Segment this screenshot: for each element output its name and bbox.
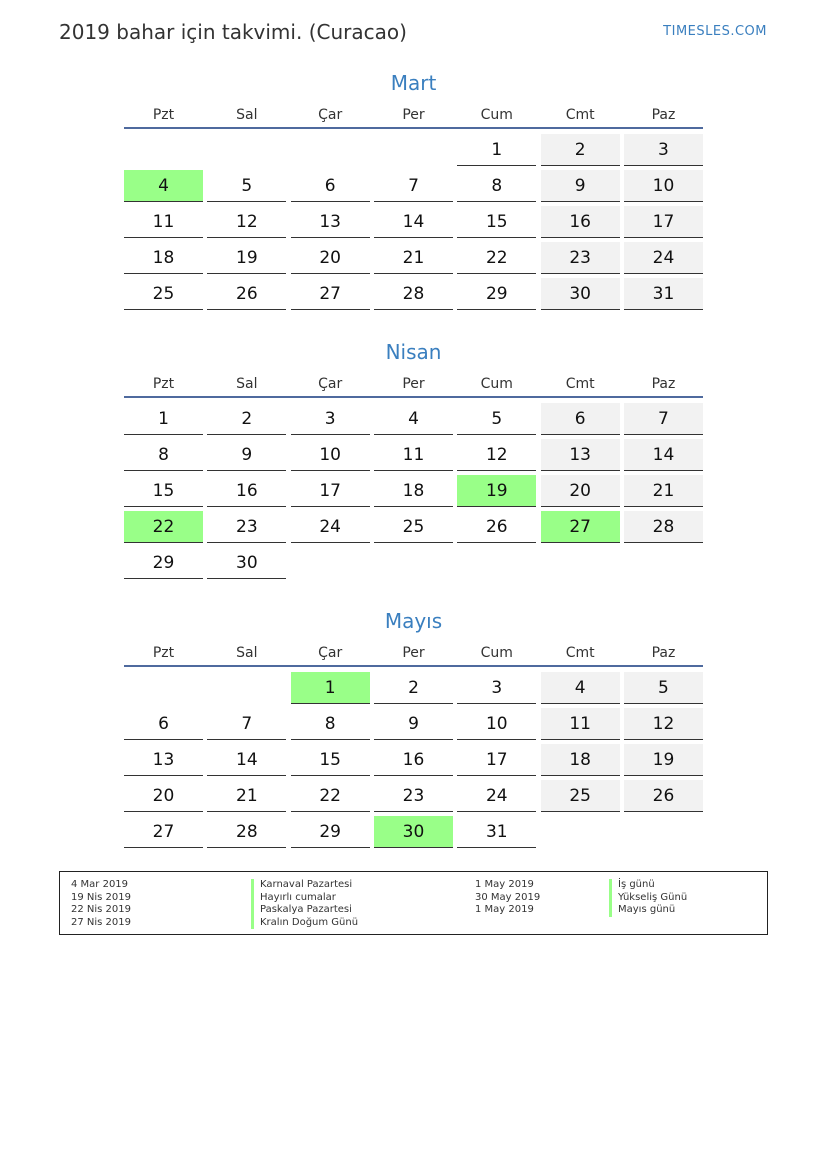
legend-holiday-name: Hayırlı cumalar xyxy=(251,892,358,905)
day-cell: 26 xyxy=(457,511,536,543)
week-row xyxy=(124,780,703,812)
day-cell: 18 xyxy=(124,242,203,274)
day-cell: 7 xyxy=(207,708,286,740)
day-cell: 21 xyxy=(207,780,286,812)
day-cell: 28 xyxy=(624,511,703,543)
day-cell: 6 xyxy=(291,170,370,202)
legend-date: 30 May 2019 xyxy=(475,891,541,903)
day-cell: 7 xyxy=(624,403,703,435)
day-cell: 16 xyxy=(541,206,620,238)
day-cell: 8 xyxy=(457,170,536,202)
day-cell: 4 xyxy=(541,672,620,704)
week-row xyxy=(124,744,703,776)
day-cell: 24 xyxy=(624,242,703,274)
day-cell: 20 xyxy=(124,780,203,812)
day-cell: 7 xyxy=(374,170,453,202)
day-cell xyxy=(624,816,703,848)
day-cell: 12 xyxy=(457,439,536,471)
day-cell: 16 xyxy=(207,475,286,507)
weekday-label: Cmt xyxy=(565,376,595,392)
day-cell: 20 xyxy=(291,242,370,274)
day-cell: 25 xyxy=(124,278,203,310)
week-row xyxy=(124,278,703,310)
legend-date: 27 Nis 2019 xyxy=(71,916,131,928)
day-cell: 8 xyxy=(124,439,203,471)
week-row xyxy=(124,547,703,579)
day-cell xyxy=(624,547,703,579)
day-cell xyxy=(207,672,286,704)
day-cell: 27 xyxy=(124,816,203,848)
weekday-label: Paz xyxy=(651,376,676,392)
weekday-label: Paz xyxy=(651,107,676,123)
week-row xyxy=(124,511,703,543)
day-cell: 25 xyxy=(541,780,620,812)
brand-link[interactable]: TIMESLES.COM xyxy=(663,24,767,39)
legend-date: 1 May 2019 xyxy=(475,904,534,915)
day-cell: 3 xyxy=(457,672,536,704)
day-cell: 1 xyxy=(124,403,203,435)
day-cell: 3 xyxy=(291,403,370,435)
weekday-label: Cmt xyxy=(565,107,595,123)
weekday-label: Sal xyxy=(236,107,258,123)
day-cell: 14 xyxy=(207,744,286,776)
day-cell: 20 xyxy=(541,475,620,507)
month-0 xyxy=(124,70,703,314)
day-cell: 15 xyxy=(457,206,536,238)
week-row xyxy=(124,672,703,704)
day-cell: 8 xyxy=(291,708,370,740)
week-row xyxy=(124,242,703,274)
day-cell: 24 xyxy=(457,780,536,812)
weekday-label: Çar xyxy=(318,376,343,392)
month-1 xyxy=(124,339,703,583)
day-cell: 10 xyxy=(624,170,703,202)
weekday-label: Per xyxy=(402,376,425,392)
week-row xyxy=(124,403,703,435)
day-cell: 25 xyxy=(374,511,453,543)
day-cell xyxy=(374,134,453,166)
holiday-legend xyxy=(59,871,768,935)
day-cell: 22 xyxy=(457,242,536,274)
day-cell: 22 xyxy=(291,780,370,812)
day-cell: 22 xyxy=(124,511,203,543)
day-cell: 6 xyxy=(541,403,620,435)
day-cell: 3 xyxy=(624,134,703,166)
day-cell: 9 xyxy=(541,170,620,202)
month-title: Mart xyxy=(390,71,437,95)
legend-date: 4 Mar 2019 xyxy=(71,879,129,890)
day-cell: 4 xyxy=(374,403,453,435)
day-cell: 31 xyxy=(457,816,536,848)
day-cell: 18 xyxy=(374,475,453,507)
day-cell: 30 xyxy=(374,816,453,848)
day-cell: 27 xyxy=(291,278,370,310)
month-2 xyxy=(124,608,703,852)
day-cell: 19 xyxy=(457,475,536,507)
day-cell: 13 xyxy=(124,744,203,776)
day-cell: 18 xyxy=(541,744,620,776)
day-cell: 21 xyxy=(624,475,703,507)
day-cell: 27 xyxy=(541,511,620,543)
week-row xyxy=(124,170,703,202)
day-cell: 5 xyxy=(457,403,536,435)
legend-date: 1 May 2019 xyxy=(475,879,534,890)
weekday-label: Per xyxy=(402,107,425,123)
legend-holiday-name: İş günü xyxy=(609,879,687,892)
day-cell: 4 xyxy=(124,170,203,202)
weekday-label: Paz xyxy=(651,645,676,661)
day-cell xyxy=(541,816,620,848)
day-cell: 29 xyxy=(291,816,370,848)
day-cell: 17 xyxy=(457,744,536,776)
day-cell: 19 xyxy=(624,744,703,776)
day-cell xyxy=(207,134,286,166)
day-cell: 13 xyxy=(541,439,620,471)
day-cell: 17 xyxy=(624,206,703,238)
day-cell: 13 xyxy=(291,206,370,238)
week-row xyxy=(124,475,703,507)
legend-col-1-dates xyxy=(71,879,131,929)
page-title: 2019 bahar için takvimi. (Curacao) xyxy=(59,20,407,44)
day-cell: 14 xyxy=(624,439,703,471)
day-cell: 11 xyxy=(541,708,620,740)
weekday-label: Per xyxy=(402,645,425,661)
day-cell: 5 xyxy=(624,672,703,704)
day-cell: 12 xyxy=(624,708,703,740)
day-cell: 24 xyxy=(291,511,370,543)
legend-holiday-name: Karnaval Pazartesi xyxy=(251,879,358,892)
day-cell: 14 xyxy=(374,206,453,238)
day-cell: 28 xyxy=(207,816,286,848)
weekday-label: Pzt xyxy=(152,107,175,123)
weekday-label: Cum xyxy=(480,645,513,661)
day-cell: 11 xyxy=(124,206,203,238)
day-cell xyxy=(457,547,536,579)
day-cell: 12 xyxy=(207,206,286,238)
day-cell: 2 xyxy=(541,134,620,166)
legend-col-2-names xyxy=(609,879,687,917)
weekday-label: Sal xyxy=(236,376,258,392)
weekday-label: Cmt xyxy=(565,645,595,661)
day-cell: 6 xyxy=(124,708,203,740)
week-row xyxy=(124,206,703,238)
day-cell: 1 xyxy=(291,672,370,704)
day-cell: 17 xyxy=(291,475,370,507)
day-cell: 5 xyxy=(207,170,286,202)
weekday-label: Pzt xyxy=(152,376,175,392)
legend-date: 22 Nis 2019 xyxy=(71,904,131,915)
day-cell xyxy=(124,672,203,704)
weekday-header xyxy=(124,105,703,129)
day-cell: 30 xyxy=(207,547,286,579)
day-cell: 15 xyxy=(291,744,370,776)
day-cell: 23 xyxy=(207,511,286,543)
weekday-label: Cum xyxy=(480,107,513,123)
weekday-header xyxy=(124,374,703,398)
day-cell: 31 xyxy=(624,278,703,310)
legend-col-1-names xyxy=(251,879,358,929)
day-cell xyxy=(374,547,453,579)
day-cell: 26 xyxy=(624,780,703,812)
week-row xyxy=(124,708,703,740)
day-cell: 11 xyxy=(374,439,453,471)
day-cell xyxy=(541,547,620,579)
day-cell: 23 xyxy=(374,780,453,812)
weekday-header xyxy=(124,643,703,667)
weekday-label: Cum xyxy=(480,376,513,392)
day-cell: 29 xyxy=(124,547,203,579)
day-cell: 2 xyxy=(374,672,453,704)
day-cell: 10 xyxy=(457,708,536,740)
day-cell: 21 xyxy=(374,242,453,274)
day-cell: 9 xyxy=(374,708,453,740)
day-cell: 16 xyxy=(374,744,453,776)
day-cell xyxy=(291,134,370,166)
day-cell: 26 xyxy=(207,278,286,310)
week-row xyxy=(124,134,703,166)
day-cell: 2 xyxy=(207,403,286,435)
weekday-label: Çar xyxy=(318,107,343,123)
week-row xyxy=(124,439,703,471)
legend-holiday-name: Paskalya Pazartesi xyxy=(251,904,358,917)
month-title: Nisan xyxy=(385,340,442,364)
day-cell: 19 xyxy=(207,242,286,274)
day-cell: 1 xyxy=(457,134,536,166)
day-cell: 23 xyxy=(541,242,620,274)
day-cell: 10 xyxy=(291,439,370,471)
weekday-label: Sal xyxy=(236,645,258,661)
day-cell xyxy=(291,547,370,579)
day-cell xyxy=(124,134,203,166)
weekday-label: Pzt xyxy=(152,645,175,661)
month-title: Mayıs xyxy=(384,609,443,633)
legend-date: 19 Nis 2019 xyxy=(71,891,131,903)
day-cell: 28 xyxy=(374,278,453,310)
day-cell: 29 xyxy=(457,278,536,310)
legend-holiday-name: Mayıs günü xyxy=(609,904,687,917)
day-cell: 15 xyxy=(124,475,203,507)
day-cell: 9 xyxy=(207,439,286,471)
legend-col-2-dates xyxy=(475,879,540,917)
weekday-label: Çar xyxy=(318,645,343,661)
week-row xyxy=(124,816,703,848)
day-cell: 30 xyxy=(541,278,620,310)
legend-holiday-name: Yükseliş Günü xyxy=(609,892,687,905)
legend-holiday-name: Kralın Doğum Günü xyxy=(251,917,358,930)
